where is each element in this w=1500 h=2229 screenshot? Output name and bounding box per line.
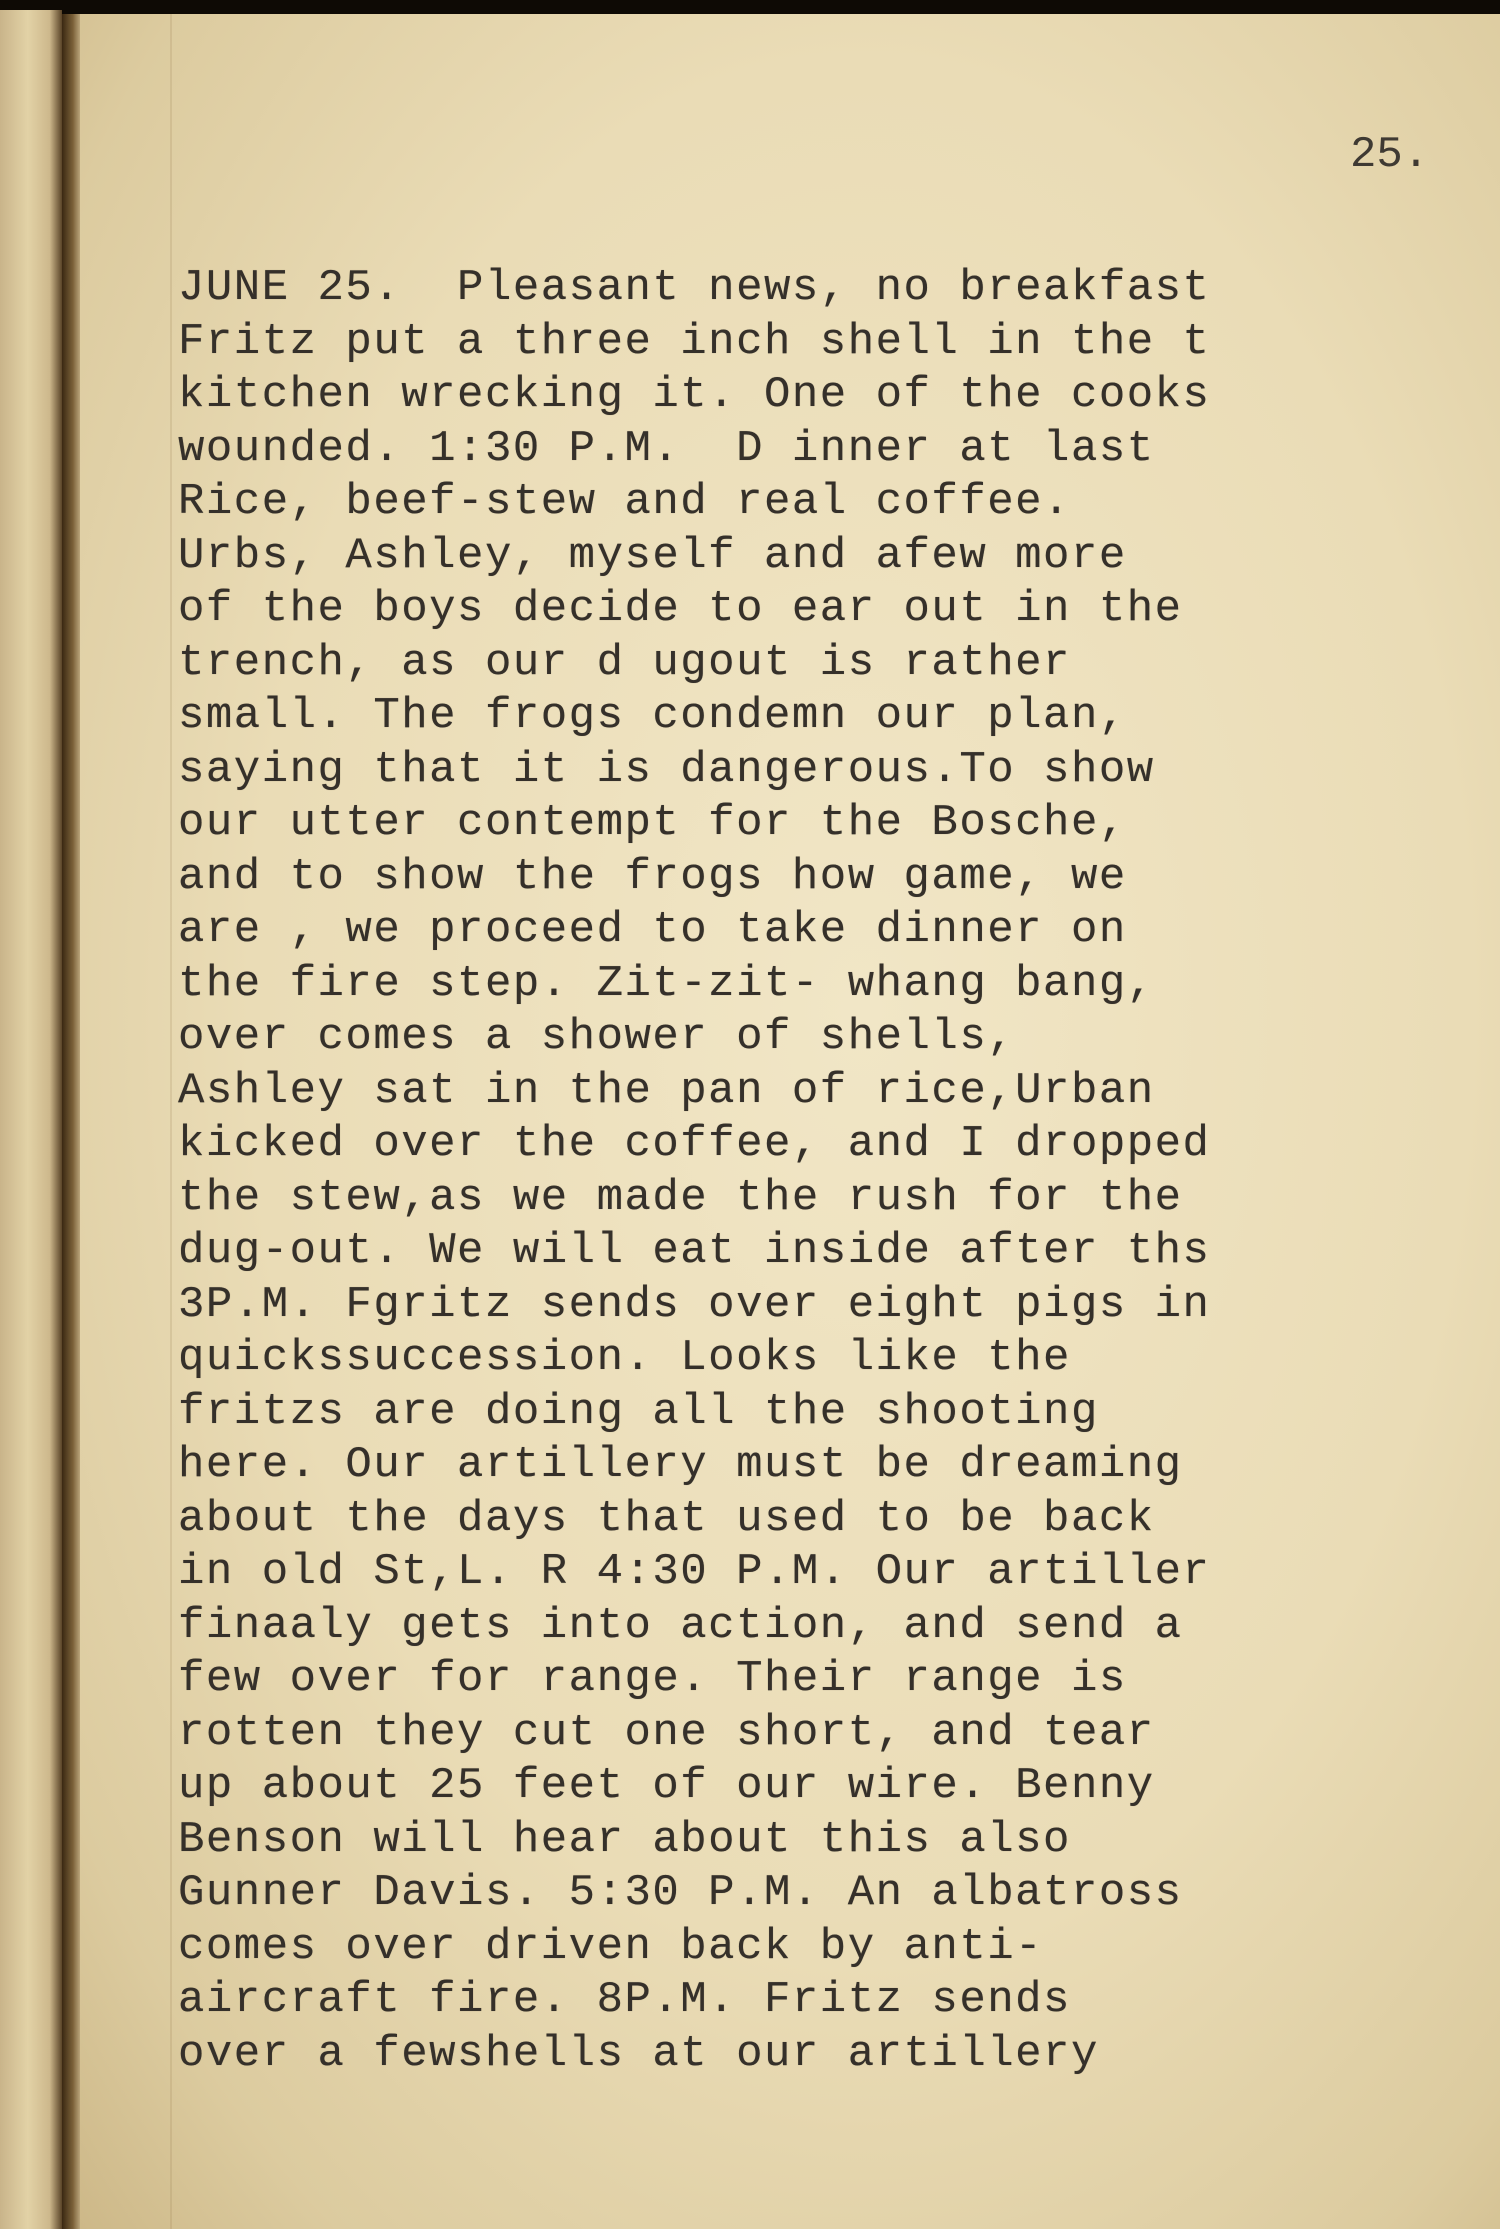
text-line: the fire step. Zit-zit- whang bang, <box>178 958 1155 1009</box>
text-line: over comes a shower of shells, <box>178 1012 1016 1062</box>
text-line: the stew,as we made the rush for the <box>178 1172 1183 1223</box>
text-line: 3P.M. Fgritz sends over eight pigs in <box>178 1279 1211 1330</box>
text-line: Rice, beef-stew and real coffee. <box>178 477 1071 527</box>
text-line: small. The frogs condemn our plan, <box>178 691 1127 741</box>
text-line: quickssuccession. Looks like the <box>178 1333 1071 1383</box>
text-line: about the days that used to be back <box>178 1493 1155 1544</box>
text-line: are , we proceed to take dinner on <box>178 905 1127 955</box>
text-line: over a fewshells at our artillery <box>178 2028 1099 2079</box>
text-line: in old St,L. R 4:30 P.M. Our artiller <box>178 1547 1211 1597</box>
text-line: trench, as our d ugout is rather <box>178 637 1071 688</box>
text-line: Benson will hear about this also <box>178 1814 1071 1865</box>
text-line: rotten they cut one short, and tear <box>178 1707 1155 1758</box>
text-line: and to show the frogs how game, we <box>178 851 1127 902</box>
text-line: Fritz put a three inch shell in the t <box>178 316 1211 367</box>
text-line: Gunner Davis. 5:30 P.M. An albatross <box>178 1868 1183 1918</box>
text-line: aircraft fire. 8P.M. Fritz sends <box>178 1975 1071 2025</box>
text-line: few over for range. Their range is <box>178 1654 1127 1704</box>
text-line: up about 25 feet of our wire. Benny <box>178 1761 1155 1811</box>
text-line: of the boys decide to ear out in the <box>178 584 1183 634</box>
text-line: Urbs, Ashley, myself and afew more <box>178 530 1127 581</box>
margin-rule <box>170 14 172 2229</box>
text-line: here. Our artillery must be dreaming <box>178 1440 1183 1490</box>
text-line: dug-out. We will eat inside after ths <box>178 1226 1211 1276</box>
text-line: saying that it is dangerous.To show <box>178 744 1155 795</box>
text-line: finaaly gets into action, and send a <box>178 1600 1183 1651</box>
text-line: Ashley sat in the pan of rice,Urban <box>178 1065 1155 1116</box>
facing-page-edge <box>0 10 62 2229</box>
text-line: JUNE 25. Pleasant news, no breakfast <box>178 263 1211 313</box>
text-line: kicked over the coffee, and I dropped <box>178 1119 1211 1169</box>
book-gutter <box>62 14 80 2229</box>
page-number: 25. <box>1350 130 1430 180</box>
text-line: comes over driven back by anti- <box>178 1921 1044 1972</box>
text-line: fritzs are doing all the shooting <box>178 1386 1099 1437</box>
text-line: wounded. 1:30 P.M. D inner at last <box>178 423 1155 474</box>
text-line: kitchen wrecking it. One of the cooks <box>178 370 1211 420</box>
diary-entry-text <box>178 262 1438 2081</box>
text-line: our utter contempt for the Bosche, <box>178 798 1127 848</box>
